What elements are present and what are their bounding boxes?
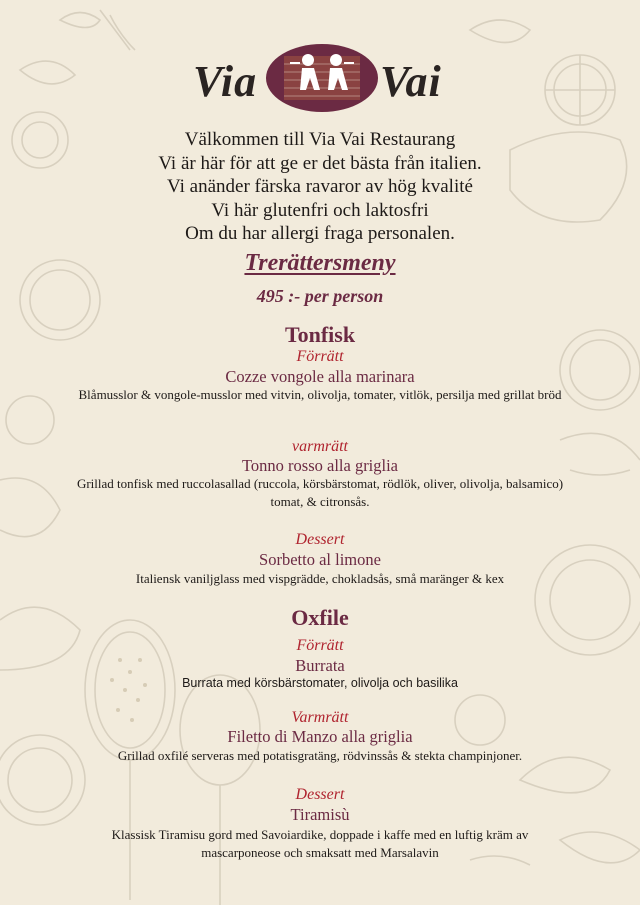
dish-description: Grillad tonfisk med ruccolasallad (ruccola, körsbärstomat, rödlök, oliver, olivolja, balsamico) tomat, & citronsås. [76, 476, 564, 509]
dish-description: Grillad oxfilé serveras med potatisgratäng, rödvinssås & stekta champinjoner. [117, 748, 523, 763]
dish-name: Burrata [295, 656, 345, 675]
dish-description: Italiensk vaniljglass med vispgrädde, chokladsås, små maränger & kex [135, 571, 505, 586]
course-label: Dessert [295, 531, 345, 548]
welcome-line: Vi här glutenfri och laktosfri [211, 199, 429, 221]
logo-word-vai: Vai [380, 57, 442, 106]
dish-description: Klassisk Tiramisu gord med Savoiardike, doppade i kaffe med en luftig kräm av mascarponeose och smaksatt med Marsalavin [111, 827, 529, 860]
welcome-line: Vi är här för att ge er det bästa från italien. [158, 152, 482, 174]
menu-section-title: Oxfile [291, 605, 349, 630]
menu-title: Trerättersmeny [244, 250, 396, 276]
course-label: varmrätt [292, 438, 348, 455]
welcome-line: Om du har allergi fraga personalen. [185, 223, 455, 244]
menu-price: 495 :- per person [256, 286, 384, 306]
course-label: Förrätt [296, 637, 344, 654]
dish-description: Blåmusslor & vongole-musslor med vitvin, olivolja, tomater, vitlök, persilja med grillat bröd [78, 387, 562, 402]
dish-name: Filetto di Manzo alla griglia [227, 727, 413, 746]
welcome-text [0, 128, 640, 246]
menu-section-title: Tonfisk [284, 322, 356, 347]
dish-name: Tonno rosso alla griglia [241, 456, 399, 475]
restaurant-logo [0, 40, 640, 120]
dish-description: Burrata med körsbärstomater, olivolja och basilika [182, 676, 458, 690]
course-label: Dessert [295, 786, 345, 803]
waiter-emblem-icon [264, 42, 380, 114]
dish-name: Tiramisù [290, 805, 350, 824]
course-label: Förrätt [296, 348, 344, 365]
course-label: Varmrätt [291, 709, 349, 726]
dish-name: Cozze vongole alla marinara [225, 367, 415, 386]
logo-word-via: Via [193, 57, 258, 106]
welcome-line: Vi anänder färska ravaror av hög kvalité [167, 176, 473, 197]
dish-name: Sorbetto al limone [259, 550, 381, 569]
welcome-line: Välkommen till Via Vai Restaurang [184, 129, 456, 150]
